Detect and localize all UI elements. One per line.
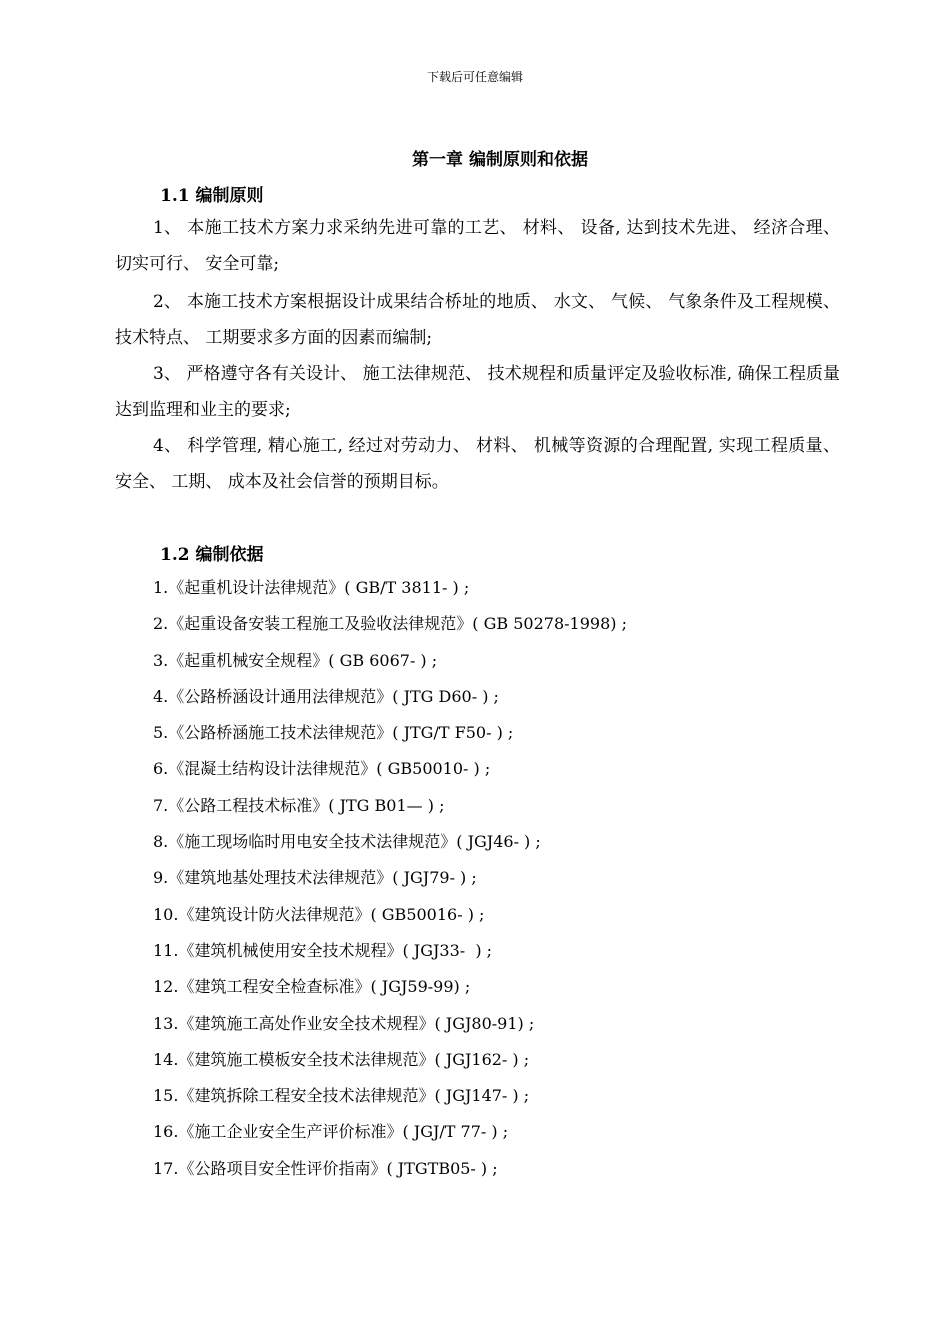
list-item: 13.《建筑施工高处作业安全技术规程》( JGJ80-91) ;	[153, 1013, 535, 1033]
list-item: 2.《起重设备安装工程施工及验收法律规范》( GB 50278-1998) ;	[153, 614, 627, 634]
principle-paragraph: 2、 本施工技术方案根据设计成果结合桥址的地质、 水文、 气候、 气象条件及工程规模、 技术特点、 工期要求多方面的因素而编制;	[115, 292, 840, 348]
section-heading-principles: 1.1 编制原则	[160, 186, 264, 206]
list-item: 4.《公路桥涵设计通用法律规范》( JTG D60- ) ;	[153, 686, 499, 706]
list-item: 9.《建筑地基处理技术法律规范》( JGJ79- ) ;	[153, 868, 477, 888]
section-heading-basis: 1.2 编制依据	[160, 545, 264, 565]
list-item: 11.《建筑机械使用安全技术规程》( JGJ33- ) ;	[153, 940, 493, 960]
list-item: 14.《建筑施工模板安全技术法律规范》( JGJ162- ) ;	[153, 1049, 530, 1069]
principle-paragraph: 1、 本施工技术方案力求采纳先进可靠的工艺、 材料、 设备, 达到技术先进、 经济合理、 切实可行、 安全可靠;	[115, 218, 840, 274]
list-item: 7.《公路工程技术标准》( JTG B01— ) ;	[153, 795, 445, 815]
list-item: 16.《施工企业安全生产评价标准》( JGJ/T 77- ) ;	[153, 1122, 509, 1142]
page-header: 下载后可任意编辑	[426, 70, 523, 84]
list-item: 8.《施工现场临时用电安全技术法律规范》( JGJ46- ) ;	[153, 832, 541, 852]
list-item: 6.《混凝土结构设计法律规范》( GB50010- ) ;	[153, 759, 491, 779]
chapter-title: 第一章 编制原则和依据	[412, 150, 588, 170]
list-item: 1.《起重机设计法律规范》( GB/T 3811- ) ;	[153, 578, 470, 597]
principle-paragraph: 4、 科学管理, 精心施工, 经过对劳动力、 材料、 机械等资源的合理配置, 实现工程质量、 安全、 工期、 成本及社会信誉的预期目标。	[115, 436, 840, 492]
list-item: 3.《起重机械安全规程》( GB 6067- ) ;	[153, 650, 438, 670]
list-item: 10.《建筑设计防火法律规范》( GB50016- ) ;	[153, 904, 485, 924]
list-item: 17.《公路项目安全性评价指南》( JTGTB05- ) ;	[153, 1158, 498, 1178]
principle-paragraph: 3、 严格遵守各有关设计、 施工法律规范、 技术规程和质量评定及验收标准, 确保工程质量达到监理和业主的要求;	[115, 364, 840, 420]
reference-list	[153, 570, 627, 1187]
list-item: 5.《公路桥涵施工技术法律规范》( JTG/T F50- ) ;	[153, 723, 514, 743]
list-item: 12.《建筑工程安全检查标准》( JGJ59-99) ;	[153, 977, 471, 997]
list-item: 15.《建筑拆除工程安全技术法律规范》( JGJ147- ) ;	[153, 1086, 530, 1106]
